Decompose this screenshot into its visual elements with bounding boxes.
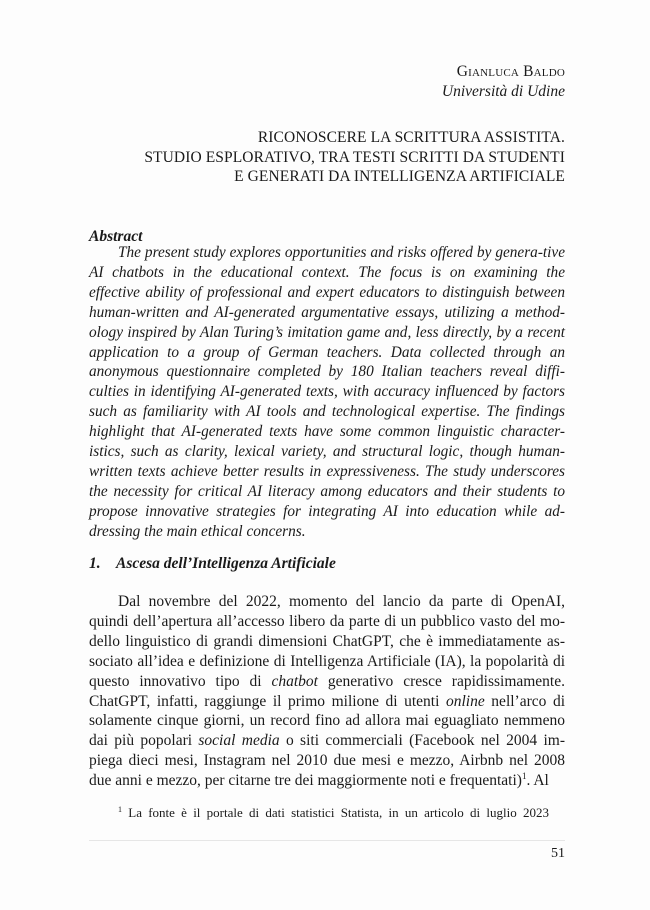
paper-title (144, 128, 565, 187)
author-block (442, 62, 565, 102)
italic-term: online (446, 692, 485, 710)
section-title: Ascesa dell’Intelligenza Artificiale (116, 555, 336, 572)
title-line-1: RICONOSCERE LA SCRITTURA ASSISTITA. (257, 129, 565, 146)
footnote (89, 804, 565, 821)
footnote-text: La fonte è il portale di dati statistici Statista, in un articolo di luglio 2023 (122, 805, 549, 820)
footnote-reference[interactable]: 1 (521, 771, 527, 782)
footnote-marker: 1 (118, 805, 122, 814)
body-text-part: o siti commerciali (Facebook nel 2004 im-piega dieci mesi, Instagram nel 2010 due mesi e mezzo, Airbnb nel 2008 due anni e mezzo, per citarne tre dei maggiormente noti e frequentati) (89, 732, 566, 790)
page-number: 51 (551, 846, 565, 861)
section-number: 1. (89, 555, 101, 572)
abstract-heading: Abstract (89, 228, 143, 245)
section-heading (89, 555, 336, 573)
title-line-2: STUDIO ESPLORATIVO, TRA TESTI SCRITTI DA STUDENTI (144, 148, 565, 166)
body-text-part: Dal novembre del 2022, momento del lancio da parte di OpenAI, quindi dell’apertura all’accesso libero da parte di un pubblico vasto del mo-dello linguistico di grandi dimensioni ChatGPT, che è immediatamente as-sociato all’idea e definizione di Intelligenza Artificiale (IA), la popolarità di questo innovativo tipo di (89, 593, 565, 690)
abstract-text: The present study explores opportunities and risks offered by genera-tive AI chatbots in the educational context. The focus is on examining the effective ability of professional and expert educators to distinguish between human-written and AI-generated argumentative essays, utilizing a method-ology inspired by Alan Turing’s imitation game and, less directly, by a recent application to a group of German teachers. Data collected through an anonymous questionnaire completed by 180 Italian teachers reveal diffi-culties in identifying AI-generated texts, with accuracy influenced by factors such as familiarity with AI tools and technological expertise. The findings highlight that AI-generated texts have some common linguistic character-istics, such as clarity, lexical variety, and structural logic, though human-written texts achieve better results in expressiveness. The study underscores the necessity for critical AI literacy among educators and their students to propose innovative strategies for integrating AI into education while ad-dressing the main ethical concerns. (89, 244, 565, 540)
italic-term: social media (198, 732, 280, 750)
body-paragraph (89, 592, 565, 791)
footer-divider (89, 840, 565, 841)
author-name: Gianluca Baldo (456, 63, 565, 80)
title-line-3: E GENERATI DA INTELLIGENZA ARTIFICIALE (234, 168, 565, 185)
body-text-part: generativo cresce rapidissimamente. ChatGPT, infatti, raggiunge il primo milione di utenti (89, 672, 565, 710)
body-text-part: . Al (526, 772, 549, 790)
italic-term: chatbot (271, 672, 318, 690)
author-affiliation: Università di Udine (441, 83, 565, 100)
body-text-part: nell’arco di solamente cinque giorni, un record fino ad allora mai eguagliato nemmeno dai più popolari (89, 692, 566, 750)
